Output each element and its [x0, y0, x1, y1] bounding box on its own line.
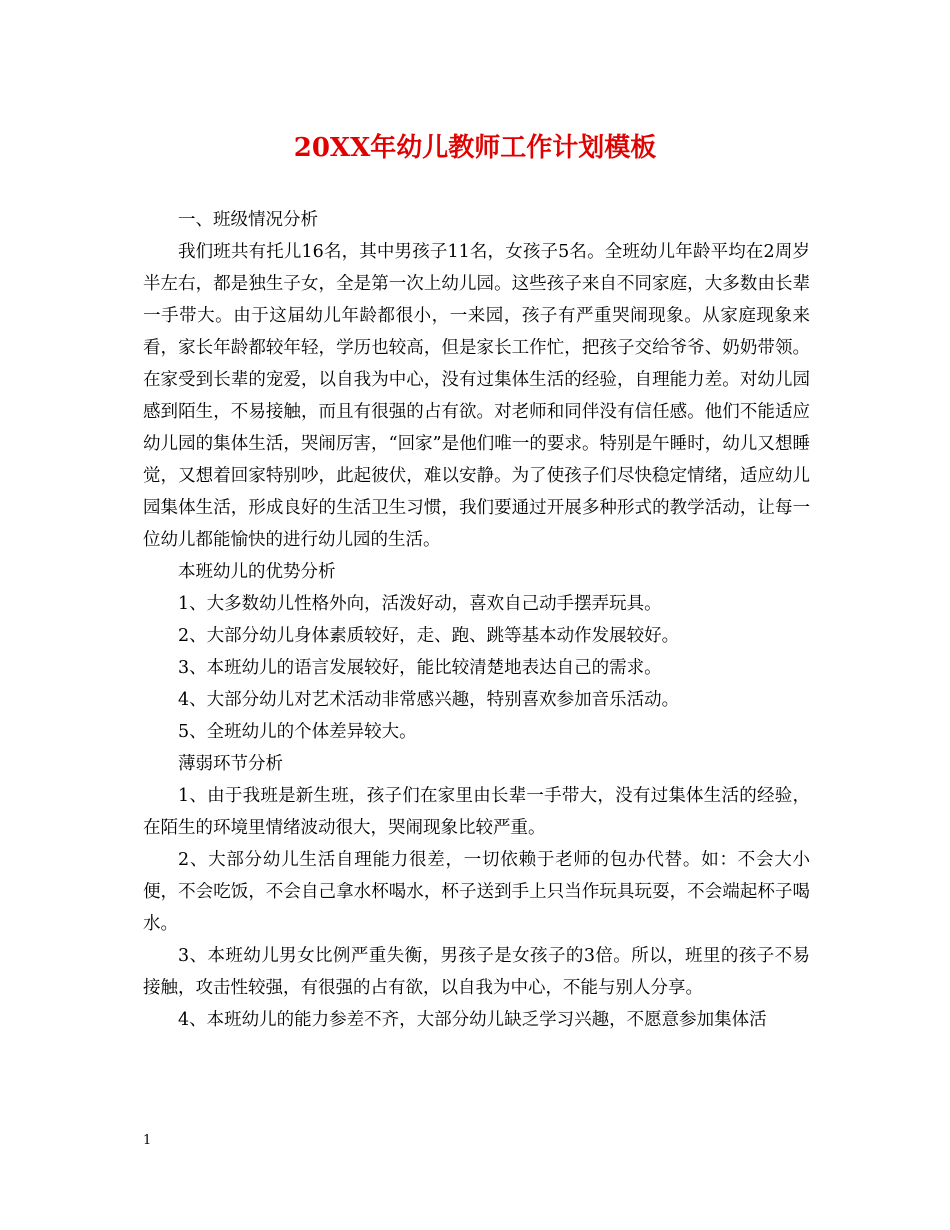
section-heading-weaknesses: 薄弱环节分析: [178, 754, 283, 774]
list-item-weakness-1: 1、由于我班是新生班，孩子们在家里由长辈一手带大，没有过集体生活的经验，在陌生的环境里情绪波动很大，哭闹现象比较严重。: [143, 786, 810, 838]
list-item-strength-3: 3、本班幼儿的语言发展较好，能比较清楚地表达自己的需求。: [178, 658, 662, 678]
document-title: 20XX年幼儿教师工作计划模板: [293, 133, 657, 163]
document-body: [143, 204, 810, 1036]
list-item-strength-4: 4、大部分幼儿对艺术活动非常感兴趣，特别喜欢参加音乐活动。: [178, 690, 680, 710]
page-number: 1: [143, 1133, 152, 1148]
section-heading-class-analysis: 一、班级情况分析: [178, 210, 318, 230]
list-item-weakness-3: 3、本班幼儿男女比例严重失衡，男孩子是女孩子的3倍。所以，班里的孩子不易接触，攻击性较强，有很强的占有欲，以自我为中心，不能与别人分享。: [143, 946, 810, 998]
section-heading-strengths: 本班幼儿的优势分析: [178, 562, 336, 582]
list-item-strength-1: 1、大多数幼儿性格外向，活泼好动，喜欢自己动手摆弄玩具。: [178, 594, 662, 614]
list-item-weakness-4: 4、本班幼儿的能力参差不齐，大部分幼儿缺乏学习兴趣，不愿意参加集体活: [178, 1010, 767, 1030]
list-item-strength-2: 2、大部分幼儿身体素质较好，走、跑、跳等基本动作发展较好。: [178, 626, 680, 646]
list-item-strength-5: 5、全班幼儿的个体差异较大。: [178, 722, 417, 742]
paragraph-class-overview: 我们班共有托儿16名，其中男孩子11名，女孩子5名。全班幼儿年龄平均在2周岁半左右，都是独生子女，全是第一次上幼儿园。这些孩子来自不同家庭，大多数由长辈一手带大。由于这届幼儿年龄都很小，一来园，孩子有严重哭闹现象。从家庭现象来看，家长年龄都较年轻，学历也较高，但是家长工作忙，把孩子交给爷爷、奶奶带领。在家受到长辈的宠爱，以自我为中心，没有过集体生活的经验，自理能力差。对幼儿园感到陌生，不易接触，而且有很强的占有欲。对老师和同伴没有信任感。他们不能适应幼儿园的集体生活，哭闹厉害，“回家”是他们唯一的要求。特别是午睡时，幼儿又想睡觉，又想着回家特别吵，此起彼伏，难以安静。为了使孩子们尽快稳定情绪，适应幼儿园集体生活，形成良好的生活卫生习惯，我们要通过开展多种形式的教学活动，让每一位幼儿都能愉快的进行幼儿园的生活。: [143, 242, 810, 550]
list-item-weakness-2: 2、大部分幼儿生活自理能力很差，一切依赖于老师的包办代替。如：不会大小便，不会吃饭，不会自己拿水杯喝水，杯子送到手上只当作玩具玩耍，不会端起杯子喝水。: [143, 850, 810, 934]
